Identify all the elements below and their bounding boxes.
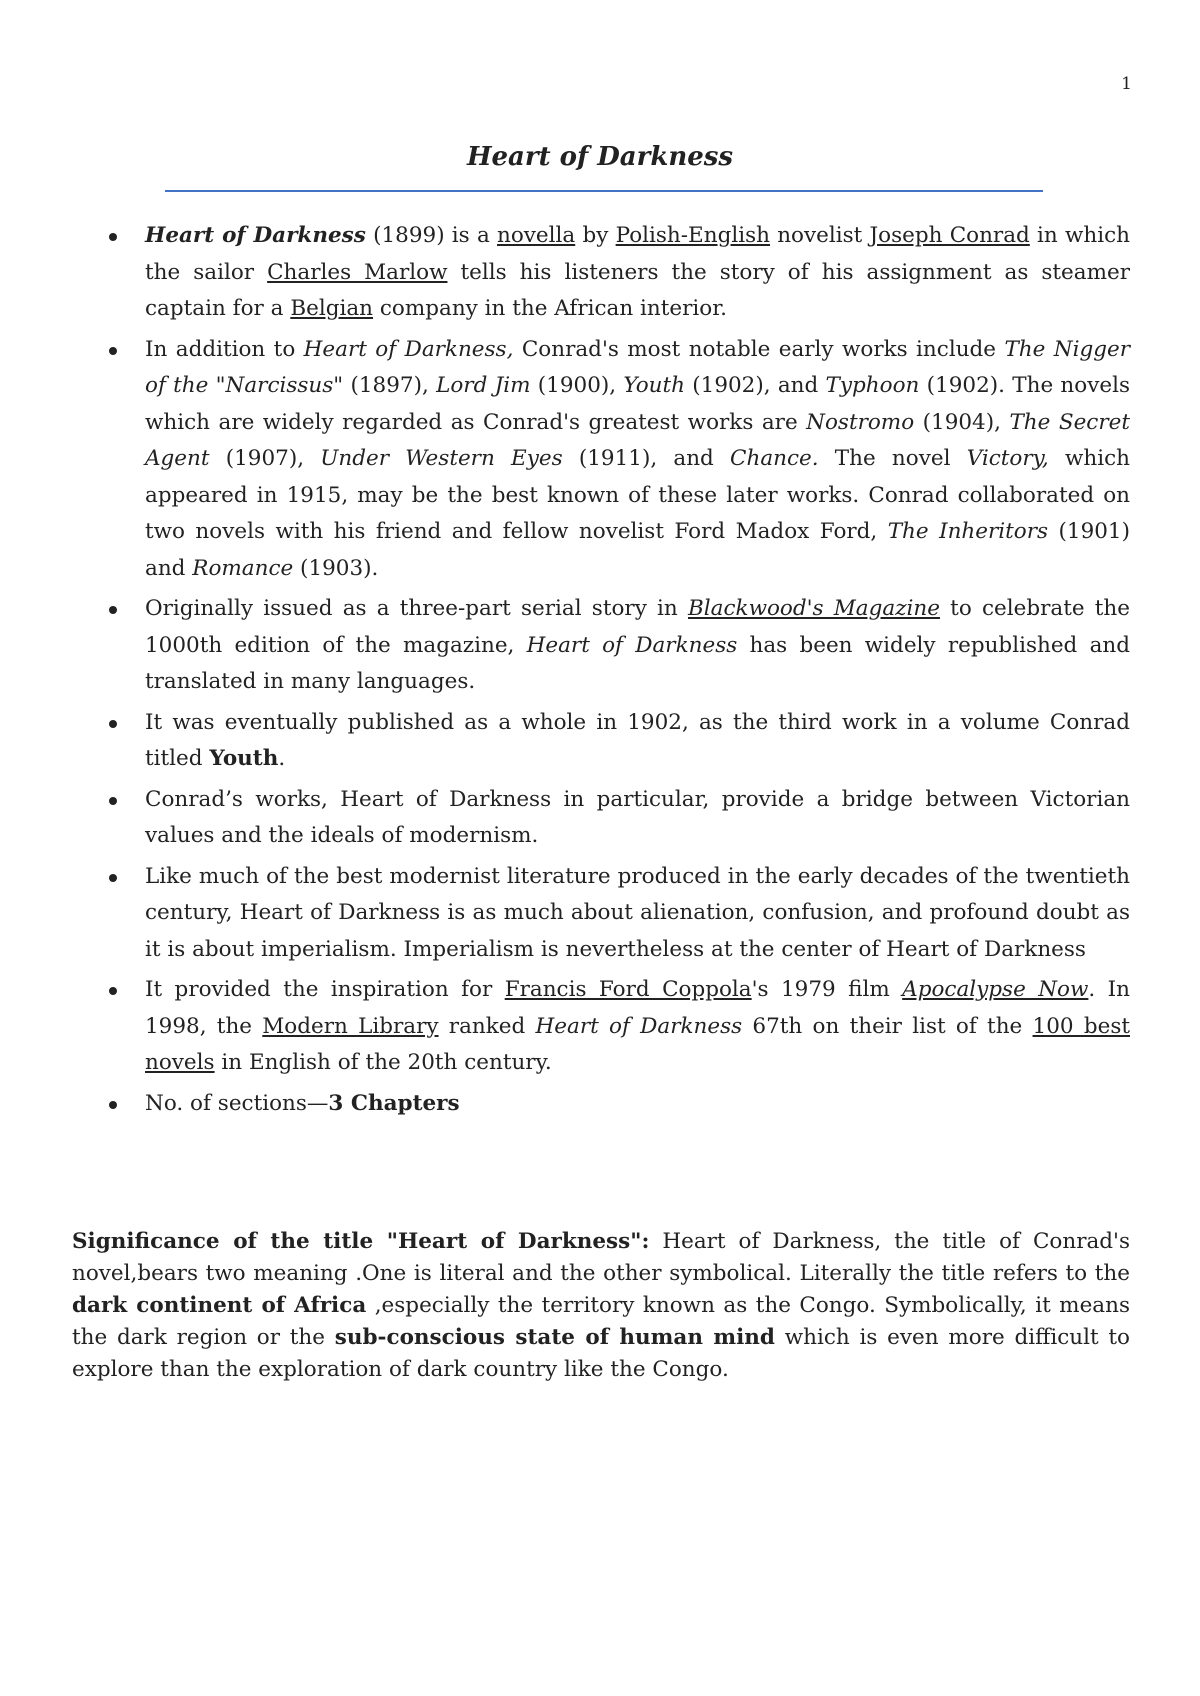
book-title: Heart of Darkness	[145, 223, 366, 248]
bullet-item-themes: Like much of the best modernist literature produced in the early decades of the twentieth century, Heart of Darkness is as much about alienation, confusion, and profound doubt as it is about imperialism. Imperialism is nevertheless at the center of Heart of Darkness	[105, 859, 1130, 969]
link-belgian[interactable]: Belgian	[290, 296, 374, 321]
bullet-list	[105, 218, 1130, 1126]
bullet-dot-icon	[109, 874, 117, 882]
significance-paragraph: Significance of the title "Heart of Darkness": Heart of Darkness, the title of Conrad's novel,bears two meaning .One is literal and the other symbolical. Literally the title refers to the dark continent of Africa ,especially the territory known as the Congo. Symbolically, it means the dark region or the sub-conscious state of human mind which is even more difficult to explore than the exploration of dark country like the Congo.	[72, 1229, 1130, 1382]
bullet-item-youth-volume: It was eventually published as a whole in 1902, as the third work in a volume Conrad titled Youth.	[105, 705, 1130, 778]
bullet-dot-icon	[109, 797, 117, 805]
bullet-dot-icon	[109, 720, 117, 728]
document-title: Heart of Darkness	[466, 142, 734, 172]
link-modern-library[interactable]: Modern Library	[262, 1013, 439, 1039]
bullet-item-overview: Heart of Darkness (1899) is a novella by Polish-English novelist Joseph Conrad in which the sailor Charles Marlow tells his listeners the story of his assignment as steamer captain for a Belgian company in the African interior.	[105, 218, 1130, 328]
link-apocalypse-now[interactable]: Apocalypse Now	[902, 977, 1089, 1002]
link-polish-english[interactable]: Polish-English	[615, 223, 770, 248]
bullet-dot-icon	[109, 1101, 117, 1109]
significance-heading: Significance of the title "Heart of Darkness":	[72, 1229, 650, 1254]
link-joseph-conrad[interactable]: Joseph Conrad	[869, 223, 1030, 248]
link-blackwoods-magazine[interactable]: Blackwood's Magazine	[688, 596, 940, 621]
title-underline-rule	[165, 190, 1043, 192]
link-100-best-novels[interactable]: 100 best novels	[145, 1013, 1130, 1075]
page-number: 1	[1121, 74, 1132, 94]
bullet-dot-icon	[109, 987, 117, 995]
bullet-item-sections: No. of sections—3 Chapters	[105, 1086, 1130, 1123]
link-charles-marlow[interactable]: Charles Marlow	[267, 259, 448, 285]
link-novella[interactable]: novella	[497, 223, 576, 248]
bullet-item-modernism: Conrad’s works, Heart of Darkness in particular, provide a bridge between Victorian values and the ideals of modernism.	[105, 782, 1130, 855]
bullet-item-influence: It provided the inspiration for Francis Ford Coppola's 1979 film Apocalypse Now. In 1998, the Modern Library ranked Heart of Darkness 67th on their list of the 100 best novels in English of the 20th century.	[105, 972, 1130, 1082]
bullet-item-publication: Originally issued as a three-part serial story in Blackwood's Magazine to celebrate the 1000th edition of the magazine, Heart of Darkness has been widely republished and translated in many languages.	[105, 591, 1130, 701]
bullet-dot-icon	[109, 233, 117, 241]
bullet-dot-icon	[109, 347, 117, 355]
link-francis-ford-coppola[interactable]: Francis Ford Coppola	[504, 977, 752, 1002]
bullet-item-other-works: In addition to Heart of Darkness, Conrad's most notable early works include The Nigger of the "Narcissus" (1897), Lord Jim (1900), Youth (1902), and Typhoon (1902). The novels which are widely regarded as Conrad's greatest works are Nostromo (1904), The Secret Agent (1907), Under Western Eyes (1911), and Chance. The novel Victory, which appeared in 1915, may be the best known of these later works. Conrad collaborated on two novels with his friend and fellow novelist Ford Madox Ford, The Inheritors (1901) and Romance (1903).	[105, 332, 1130, 588]
bullet-dot-icon	[109, 606, 117, 614]
